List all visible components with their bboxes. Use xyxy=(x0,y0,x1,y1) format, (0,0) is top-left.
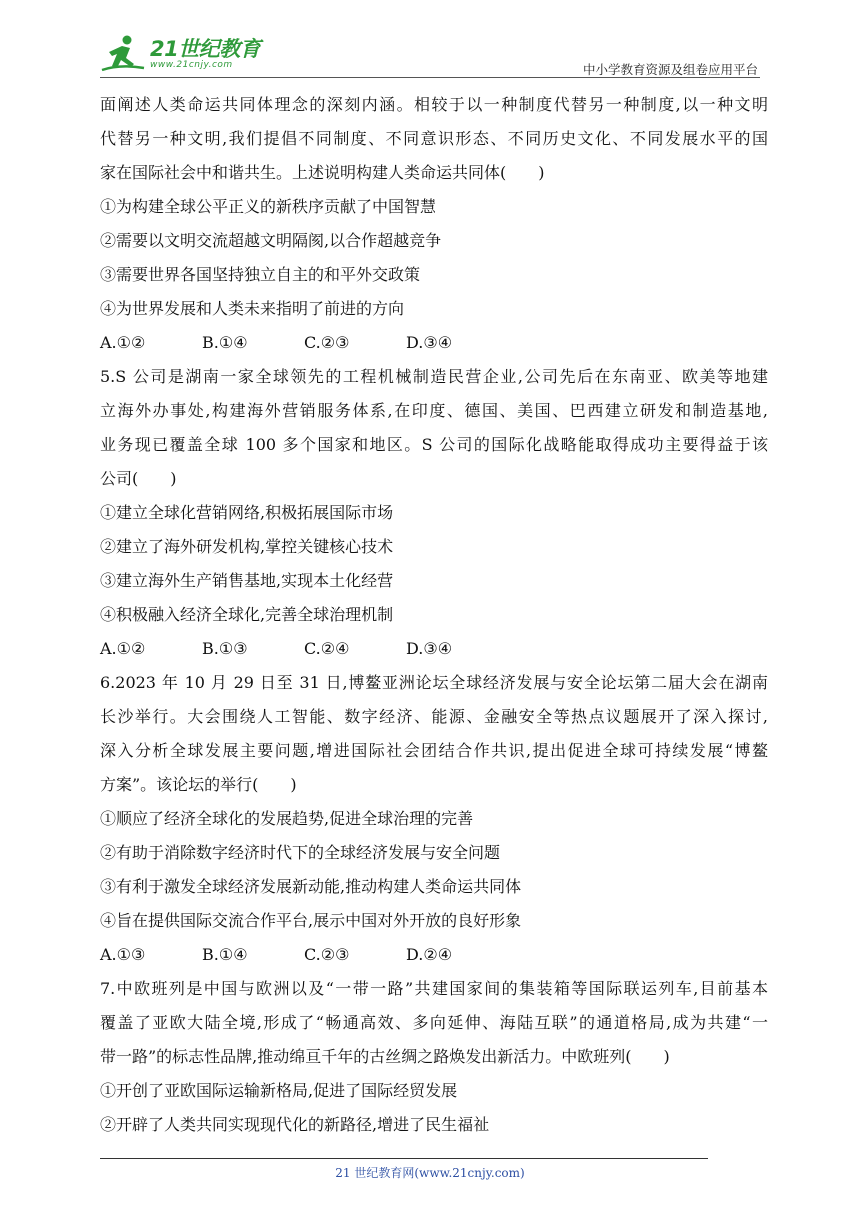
q4-option-b: B.①④ xyxy=(202,333,248,352)
q4-options xyxy=(100,326,768,360)
q7-stem-line: 7.中欧班列是中国与欧洲以及“一带一路”共建国家间的集装箱等国际联运列车,目前基本 xyxy=(100,979,768,998)
q4-option-a: A.①② xyxy=(100,333,146,352)
page-footer: 21 世纪教育网(www.21cnjy.com) xyxy=(335,1166,525,1180)
logo-sub-text: www.21cnjy.com xyxy=(150,59,233,70)
q4-stem-line: 面阐述人类命运共同体理念的深刻内涵。相较于以一种制度代替另一种制度,以一种文明 xyxy=(100,95,768,114)
q6-option-b: B.①④ xyxy=(202,945,248,964)
q5-option-a: A.①② xyxy=(100,639,146,658)
q7-item: ②开辟了人类共同实现现代化的新路径,增进了民生福祉 xyxy=(100,1115,490,1134)
q5-item: ②建立了海外研发机构,掌控关键核心技术 xyxy=(100,537,394,556)
q6-option-a: A.①③ xyxy=(100,945,146,964)
q4-option-c: C.②③ xyxy=(304,333,350,352)
q5-option-d: D.③④ xyxy=(406,639,453,658)
footer-rule xyxy=(100,1158,708,1159)
q4-stem-line: 代替另一种文明,我们提倡不同制度、不同意识形态、不同历史文化、不同发展水平的国 xyxy=(100,129,768,148)
q7-stem-line: 带一路”的标志性品牌,推动绵亘千年的古丝绸之路焕发出新活力。中欧班列( ) xyxy=(100,1047,670,1066)
runner-logo-icon xyxy=(100,34,146,74)
q4-item: ③需要世界各国坚持独立自主的和平外交政策 xyxy=(100,265,421,284)
q6-stem-line: 深入分析全球发展主要问题,增进国际社会团结合作共识,提出促进全球可持续发展“博鳌 xyxy=(100,741,768,760)
q6-item: ④旨在提供国际交流合作平台,展示中国对外开放的良好形象 xyxy=(100,911,522,930)
q6-item: ①顺应了经济全球化的发展趋势,促进全球治理的完善 xyxy=(100,809,474,828)
header-tagline: 中小学教育资源及组卷应用平台 xyxy=(582,62,758,77)
q5-option-b: B.①③ xyxy=(202,639,248,658)
q6-option-c: C.②③ xyxy=(304,945,350,964)
logo-main-text: 21世纪教育 xyxy=(150,36,261,61)
q5-stem-line: 立海外办事处,构建海外营销服务体系,在印度、德国、美国、巴西建立研发和制造基地, xyxy=(100,401,768,420)
q6-options xyxy=(100,938,768,972)
q4-stem-line: 家在国际社会中和谐共生。上述说明构建人类命运共同体( ) xyxy=(100,163,545,182)
q5-item: ③建立海外生产销售基地,实现本土化经营 xyxy=(100,571,394,590)
q5-stem-line: 公司( ) xyxy=(100,469,177,488)
q5-option-c: C.②④ xyxy=(304,639,350,658)
q6-option-d: D.②④ xyxy=(406,945,453,964)
q7-stem-line: 覆盖了亚欧大陆全境,形成了“畅通高效、多向延伸、海陆互联”的通道格局,成为共建“一 xyxy=(100,1013,768,1032)
logo xyxy=(100,32,260,76)
q6-stem-line: 方案”。该论坛的举行( ) xyxy=(100,775,297,794)
page-content xyxy=(100,88,768,1142)
q4-item: ②需要以文明交流超越文明隔阂,以合作超越竞争 xyxy=(100,231,442,250)
q6-item: ②有助于消除数字经济时代下的全球经济发展与安全问题 xyxy=(100,843,501,862)
q4-option-d: D.③④ xyxy=(406,333,453,352)
q5-options xyxy=(100,632,768,666)
page-header xyxy=(100,30,760,78)
q5-item: ④积极融入经济全球化,完善全球治理机制 xyxy=(100,605,394,624)
q5-item: ①建立全球化营销网络,积极拓展国际市场 xyxy=(100,503,394,522)
q6-stem-line: 长沙举行。大会围绕人工智能、数字经济、能源、金融安全等热点议题展开了深入探讨, xyxy=(100,707,768,726)
q4-item: ①为构建全球公平正义的新秩序贡献了中国智慧 xyxy=(100,197,437,216)
q6-stem-line: 6.2023 年 10 月 29 日至 31 日,博鳌亚洲论坛全球经济发展与安全论坛第二届大会在湖南 xyxy=(100,673,768,692)
q5-stem-line: 5.S 公司是湖南一家全球领先的工程机械制造民营企业,公司先后在东南亚、欧美等地建 xyxy=(100,367,768,386)
q7-item: ①开创了亚欧国际运输新格局,促进了国际经贸发展 xyxy=(100,1081,458,1100)
q5-stem-line: 业务现已覆盖全球 100 多个国家和地区。S 公司的国际化战略能取得成功主要得益于该 xyxy=(100,435,768,454)
header-rule xyxy=(100,77,760,78)
q6-item: ③有利于激发全球经济发展新动能,推动构建人类命运共同体 xyxy=(100,877,522,896)
q4-item: ④为世界发展和人类未来指明了前进的方向 xyxy=(100,299,405,318)
